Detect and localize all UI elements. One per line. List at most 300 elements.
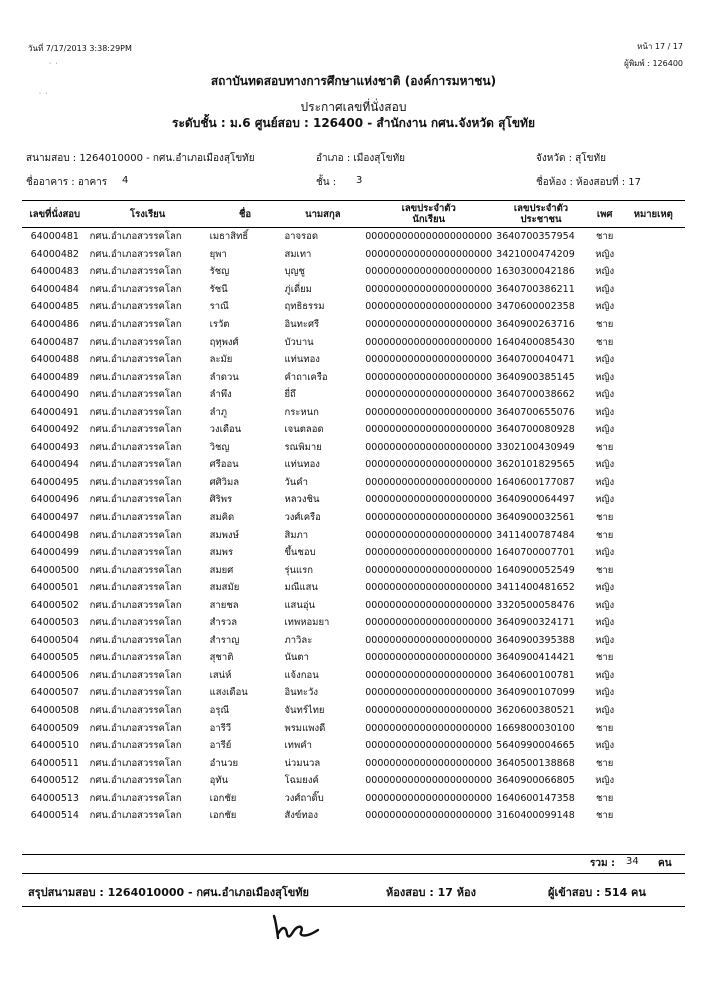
- sex: หญิง: [595, 599, 615, 611]
- table-row: [22, 579, 685, 597]
- summary-bottom-rule: [22, 906, 685, 907]
- school-name: กศน.อำเภอสวรรคโลก: [89, 459, 182, 471]
- citizen-id: 1640900052549: [496, 564, 575, 576]
- student-id: 000000000000000000000: [365, 441, 493, 453]
- first-name: อารีย์: [209, 740, 232, 752]
- sex: ชาย: [596, 441, 614, 453]
- student-id: 000000000000000000000: [365, 512, 493, 524]
- total-label: รวม :: [590, 858, 616, 869]
- school-name: กศน.อำเภอสวรรคโลก: [89, 705, 182, 717]
- col-citizen-id: เลขประจำตัว ประชาชน: [494, 201, 588, 228]
- school-name: กศน.อำเภอสวรรคโลก: [89, 248, 182, 260]
- sex: หญิง: [595, 634, 615, 646]
- school-name: กศน.อำเภอสวรรคโลก: [89, 775, 182, 787]
- student-id: 000000000000000000000: [365, 336, 493, 348]
- citizen-id: 3411400787484: [496, 529, 575, 541]
- sex: หญิง: [595, 669, 615, 681]
- sex: หญิง: [595, 740, 615, 752]
- student-id: 000000000000000000000: [365, 669, 493, 681]
- last-name: สมเทา: [284, 248, 312, 260]
- sex: หญิง: [595, 476, 615, 488]
- first-name: สมพงษ์: [209, 529, 239, 541]
- note: [622, 386, 685, 404]
- sex: ชาย: [596, 529, 614, 541]
- seat-number: 64000491: [30, 406, 79, 418]
- citizen-id: 3640900324171: [496, 617, 575, 629]
- student-id: 000000000000000000000: [365, 617, 493, 629]
- citizen-id: 3421000474209: [496, 248, 575, 260]
- sex: ชาย: [596, 757, 614, 769]
- seat-number: 64000485: [30, 301, 79, 313]
- last-name: กระหนก: [284, 406, 319, 418]
- student-id: 000000000000000000000: [365, 371, 493, 383]
- seat-number: 64000486: [30, 319, 79, 330]
- citizen-id: 3640900414421: [496, 652, 575, 664]
- table-row: [22, 596, 685, 614]
- table-row: [22, 632, 685, 650]
- school-name: กศน.อำเภอสวรรคโลก: [89, 371, 182, 383]
- note: [622, 754, 685, 772]
- total-unit: คน: [658, 858, 672, 869]
- summary-field: สรุปสนามสอบ : 1264010000 - กศน.อำเภอเมืองสุโขทัย: [28, 886, 309, 899]
- student-id: 000000000000000000000: [365, 248, 493, 260]
- summary-examinees: ผู้เข้าสอบ : 514 คน: [548, 886, 646, 899]
- sex: ชาย: [596, 810, 614, 822]
- first-name: อุทัน: [209, 775, 229, 787]
- col-surname: นามสกุล: [282, 201, 363, 228]
- table-row: [22, 684, 685, 702]
- table-row: [22, 228, 685, 246]
- col-seat: เลขที่นั่งสอบ: [22, 201, 88, 228]
- exam-field: สนามสอบ : 1264010000 - กศน.อำเภอเมืองสุโขทัย: [26, 153, 255, 164]
- note: [622, 544, 685, 562]
- seat-number: 64000494: [30, 459, 79, 471]
- note: [622, 684, 685, 702]
- school-name: กศน.อำเภอสวรรคโลก: [89, 494, 182, 506]
- table-row: [22, 526, 685, 544]
- table-row: [22, 772, 685, 790]
- school-name: กศน.อำเภอสวรรคโลก: [89, 564, 182, 576]
- first-name: สายชล: [209, 599, 239, 611]
- seat-number: 64000493: [30, 441, 79, 453]
- seat-number: 64000501: [30, 582, 79, 594]
- citizen-id: 3640700386211: [496, 283, 575, 295]
- sex: หญิง: [595, 617, 615, 629]
- note: [622, 368, 685, 386]
- school-name: กศน.อำเภอสวรรคโลก: [89, 406, 182, 418]
- last-name: ขึ้นชอบ: [284, 547, 316, 559]
- seat-number: 64000488: [30, 354, 79, 366]
- table-row: [22, 561, 685, 579]
- sex: หญิง: [595, 547, 615, 559]
- seat-number: 64000500: [30, 564, 79, 576]
- citizen-id: 3160400099148: [496, 810, 575, 822]
- summary-rooms: ห้องสอบ : 17 ห้อง: [386, 886, 476, 899]
- organization-title: สถาบันทดสอบทางการศึกษาแห่งชาติ (องค์การมหาชน): [210, 74, 497, 88]
- last-name: แสนอุ่น: [284, 599, 316, 611]
- citizen-id: 3640500138868: [496, 757, 575, 769]
- last-name: พรมแพงดี: [284, 722, 326, 734]
- note: [622, 772, 685, 790]
- note: [622, 790, 685, 808]
- citizen-id: 3302100430949: [496, 441, 575, 453]
- student-id: 000000000000000000000: [365, 266, 493, 278]
- sex: หญิง: [595, 406, 615, 418]
- last-name: น่วมนวล: [284, 757, 321, 769]
- table-row: [22, 807, 685, 825]
- school-name: กศน.อำเภอสวรรคโลก: [89, 336, 182, 348]
- first-name: ฤทุพงศ์: [209, 336, 239, 348]
- sex: หญิง: [595, 283, 615, 295]
- school-name: กศน.อำเภอสวรรคโลก: [89, 792, 182, 804]
- last-name: อินทะวัง: [284, 687, 318, 699]
- last-name: คำถาเครือ: [284, 371, 328, 383]
- note: [622, 579, 685, 597]
- student-id: 000000000000000000000: [365, 652, 493, 664]
- sex: หญิง: [595, 687, 615, 699]
- seat-number: 64000492: [30, 424, 79, 436]
- table-row: [22, 474, 685, 492]
- building-value: 4: [122, 175, 129, 186]
- student-id: 000000000000000000000: [365, 459, 493, 471]
- first-name: ศศิวิมล: [209, 476, 240, 488]
- citizen-id: 3320500058476: [496, 599, 575, 611]
- school-name: กศน.อำเภอสวรรคโลก: [89, 529, 182, 541]
- sex: หญิง: [595, 266, 615, 278]
- col-name: ชื่อ: [208, 201, 283, 228]
- student-id: 000000000000000000000: [365, 775, 493, 787]
- seat-number: 64000502: [30, 599, 79, 611]
- table-row: [22, 719, 685, 737]
- table-row: [22, 667, 685, 685]
- note: [622, 403, 685, 421]
- citizen-id: 3640900263716: [496, 319, 575, 330]
- first-name: สำราญ: [209, 634, 240, 646]
- seat-number: 64000499: [30, 547, 79, 559]
- student-id: 000000000000000000000: [365, 283, 493, 295]
- room-label: ชื่อห้อง : ห้องสอบที่ : 17: [536, 177, 641, 188]
- last-name: แท่นทอง: [284, 459, 320, 471]
- first-name: วงเดือน: [209, 424, 242, 436]
- first-name: อารีวี: [209, 722, 232, 734]
- sex: ชาย: [596, 336, 614, 348]
- student-id: 000000000000000000000: [365, 354, 493, 366]
- last-name: ยี่ถึ: [284, 389, 296, 401]
- note: [622, 807, 685, 825]
- school-name: กศน.อำเภอสวรรคโลก: [89, 424, 182, 436]
- citizen-id: 3640900066805: [496, 775, 575, 787]
- page-number: หน้า 17 / 17: [637, 42, 683, 51]
- sex: หญิง: [595, 705, 615, 717]
- school-name: กศน.อำเภอสวรรคโลก: [89, 476, 182, 488]
- last-name: มณีแสน: [284, 582, 318, 594]
- last-name: ภู่เดี่ยม: [284, 283, 312, 295]
- school-name: กศน.อำเภอสวรรคโลก: [89, 441, 182, 453]
- province: จังหวัด : สุโขทัย: [536, 153, 606, 164]
- seat-number: 64000498: [30, 529, 79, 541]
- table-row: [22, 491, 685, 509]
- sex: ชาย: [596, 512, 614, 524]
- school-name: กศน.อำเภอสวรรคโลก: [89, 757, 182, 769]
- first-name: เมธาสิทธิ์: [209, 231, 249, 243]
- last-name: แจ้งกอน: [284, 669, 319, 681]
- table-row: [22, 790, 685, 808]
- table-row: [22, 316, 685, 334]
- first-name: ลำพึง: [209, 389, 232, 401]
- seat-number: 64000490: [30, 389, 79, 401]
- note: [622, 421, 685, 439]
- last-name: เทพหอมยา: [284, 617, 330, 629]
- note: [622, 719, 685, 737]
- first-name: เอกชัย: [209, 810, 237, 822]
- print-date: วันที่ 7/17/2013 3:38:29PM: [28, 44, 132, 53]
- table-row: [22, 439, 685, 457]
- sex: หญิง: [595, 775, 615, 787]
- school-name: กศน.อำเภอสวรรคโลก: [89, 231, 182, 243]
- first-name: สมคิด: [209, 512, 235, 524]
- student-id: 000000000000000000000: [365, 529, 493, 541]
- citizen-id: 3640900064497: [496, 494, 575, 506]
- last-name: จันทร์ไทย: [284, 705, 325, 717]
- citizen-id: 1640600147358: [496, 792, 575, 804]
- seat-number: 64000497: [30, 512, 79, 524]
- citizen-id: 3470600002358: [496, 301, 575, 313]
- student-id: 000000000000000000000: [365, 687, 493, 699]
- citizen-id: 3640900032561: [496, 512, 575, 524]
- table-row: [22, 333, 685, 351]
- note: [622, 737, 685, 755]
- last-name: วงศ์ถาดิ๊บ: [284, 792, 324, 804]
- first-name: รัชนี: [209, 283, 228, 295]
- last-name: นันตา: [284, 652, 309, 664]
- table-row: [22, 263, 685, 281]
- citizen-id: 3640700655076: [496, 406, 575, 418]
- citizen-id: 3640700040471: [496, 354, 575, 366]
- first-name: ยุพา: [209, 248, 227, 260]
- student-id: 000000000000000000000: [365, 406, 493, 418]
- first-name: ศิริพร: [209, 494, 233, 506]
- seat-number: 64000484: [30, 283, 79, 295]
- seat-number: 64000509: [30, 722, 79, 734]
- note: [622, 439, 685, 457]
- school-name: กศน.อำเภอสวรรคโลก: [89, 547, 182, 559]
- sex: หญิง: [595, 301, 615, 313]
- col-student-id: เลขประจำตัว นักเรียน: [363, 201, 494, 228]
- seat-number: 64000514: [30, 810, 79, 822]
- table-row: [22, 544, 685, 562]
- citizen-id: 1669800030100: [496, 722, 575, 734]
- note: [622, 246, 685, 264]
- signature-mark: [268, 912, 324, 942]
- student-id: 000000000000000000000: [365, 705, 493, 717]
- seat-number: 64000489: [30, 371, 79, 383]
- note: [622, 526, 685, 544]
- student-id: 000000000000000000000: [365, 231, 493, 243]
- sex: หญิง: [595, 582, 615, 594]
- school-name: กศน.อำเภอสวรรคโลก: [89, 389, 182, 401]
- seat-number: 64000512: [30, 775, 79, 787]
- table-row: [22, 403, 685, 421]
- sex: ชาย: [596, 564, 614, 576]
- school-name: กศน.อำเภอสวรรคโลก: [89, 582, 182, 594]
- table-row: [22, 754, 685, 772]
- last-name: เจนตลอด: [284, 424, 324, 436]
- col-sex: เพศ: [588, 201, 622, 228]
- first-name: อำนวย: [209, 757, 239, 769]
- sex: หญิง: [595, 248, 615, 260]
- first-name: วิชญ: [209, 441, 230, 453]
- table-bottom-rule: [22, 854, 685, 855]
- seat-number: 64000505: [30, 652, 79, 664]
- first-name: ลำดวน: [209, 371, 239, 383]
- note: [622, 596, 685, 614]
- student-id: 000000000000000000000: [365, 301, 493, 313]
- first-name: สำรวล: [209, 617, 238, 629]
- note: [622, 333, 685, 351]
- first-name: ราณี: [209, 301, 229, 313]
- seat-number: 64000482: [30, 248, 79, 260]
- summary-top-rule: [22, 873, 685, 874]
- school-name: กศน.อำเภอสวรรคโลก: [89, 669, 182, 681]
- school-name: กศน.อำเภอสวรรคโลก: [89, 810, 182, 822]
- table-row: [22, 456, 685, 474]
- sex: ชาย: [596, 231, 614, 243]
- table-row: [22, 614, 685, 632]
- student-id: 000000000000000000000: [365, 722, 493, 734]
- scan-speck: ˙ ˙: [38, 92, 49, 101]
- note: [622, 316, 685, 334]
- school-name: กศน.อำเภอสวรรคโลก: [89, 354, 182, 366]
- note: [622, 702, 685, 720]
- table-row: [22, 246, 685, 264]
- school-name: กศน.อำเภอสวรรคโลก: [89, 599, 182, 611]
- citizen-id: 5640990004665: [496, 740, 575, 752]
- note: [622, 561, 685, 579]
- citizen-id: 3620600380521: [496, 705, 575, 717]
- level-center-line: ระดับชั้น : ม.6 ศูนย์สอบ : 126400 - สำนักงาน กศน.จังหวัด สุโขทัย: [172, 116, 535, 130]
- seat-number: 64000513: [30, 792, 79, 804]
- note: [622, 649, 685, 667]
- school-name: กศน.อำเภอสวรรคโลก: [89, 687, 182, 699]
- table-row: [22, 298, 685, 316]
- last-name: สังข์ทอง: [284, 810, 318, 822]
- student-id: 000000000000000000000: [365, 599, 493, 611]
- table-row: [22, 702, 685, 720]
- total-value: 34: [626, 856, 639, 867]
- scan-speck: ˙ ˙: [48, 62, 59, 71]
- citizen-id: 1640400085430: [496, 336, 575, 348]
- note: [622, 351, 685, 369]
- school-name: กศน.อำเภอสวรรคโลก: [89, 283, 182, 295]
- school-name: กศน.อำเภอสวรรคโลก: [89, 652, 182, 664]
- last-name: เทพคำ: [284, 740, 312, 752]
- first-name: สมสมัย: [209, 582, 240, 594]
- note: [622, 228, 685, 246]
- last-name: รณพิมาย: [284, 441, 322, 453]
- seat-number: 64000511: [30, 757, 79, 769]
- seat-number: 64000503: [30, 617, 79, 629]
- citizen-id: 3620101829565: [496, 459, 575, 471]
- last-name: โฉมยงค์: [284, 775, 319, 787]
- note: [622, 263, 685, 281]
- note: [622, 281, 685, 299]
- citizen-id: 3640700038662: [496, 389, 575, 401]
- seating-table: [22, 200, 685, 825]
- citizen-id: 1640700007701: [496, 547, 575, 559]
- citizen-id: 3640900107099: [496, 687, 575, 699]
- sex: ชาย: [596, 652, 614, 664]
- student-id: 000000000000000000000: [365, 476, 493, 488]
- last-name: แท่นทอง: [284, 354, 320, 366]
- citizen-id: 3640900385145: [496, 371, 575, 383]
- student-id: 000000000000000000000: [365, 494, 493, 506]
- sex: หญิง: [595, 371, 615, 383]
- seat-number: 64000506: [30, 669, 79, 681]
- sex: หญิง: [595, 354, 615, 366]
- col-school: โรงเรียน: [88, 201, 208, 228]
- citizen-id: 1640600177087: [496, 476, 575, 488]
- citizen-id: 3411400481652: [496, 582, 575, 594]
- first-name: เอกชัย: [209, 792, 237, 804]
- first-name: เรวัต: [209, 319, 230, 330]
- last-name: สิมภา: [284, 529, 309, 541]
- student-id: 000000000000000000000: [365, 810, 493, 822]
- note: [622, 667, 685, 685]
- student-id: 000000000000000000000: [365, 424, 493, 436]
- district: อำเภอ : เมืองสุโขทัย: [316, 153, 406, 164]
- table-row: [22, 649, 685, 667]
- table-row: [22, 351, 685, 369]
- printer-id: ผู้พิมพ์ : 126400: [624, 59, 683, 68]
- last-name: วันคำ: [284, 476, 308, 488]
- table-row: [22, 509, 685, 527]
- seat-number: 64000483: [30, 266, 79, 278]
- student-id: 000000000000000000000: [365, 757, 493, 769]
- first-name: ศรีออน: [209, 459, 239, 471]
- last-name: อินทะศรี: [284, 319, 320, 330]
- table-body: [22, 228, 685, 825]
- last-name: วงศ์เครือ: [284, 512, 321, 524]
- seat-number: 64000495: [30, 476, 79, 488]
- citizen-id: 3640700080928: [496, 424, 575, 436]
- last-name: ฤทธิธรรม: [284, 301, 325, 313]
- seat-number: 64000507: [30, 687, 79, 699]
- sex: หญิง: [595, 389, 615, 401]
- citizen-id: 3640900395388: [496, 634, 575, 646]
- table-row: [22, 421, 685, 439]
- note: [622, 474, 685, 492]
- first-name: สมยศ: [209, 564, 234, 576]
- sex: ชาย: [596, 319, 614, 330]
- school-name: กศน.อำเภอสวรรคโลก: [89, 722, 182, 734]
- school-name: กศน.อำเภอสวรรคโลก: [89, 512, 182, 524]
- school-name: กศน.อำเภอสวรรคโลก: [89, 266, 182, 278]
- first-name: เสน่ห์: [209, 669, 232, 681]
- student-id: 000000000000000000000: [365, 582, 493, 594]
- note: [622, 456, 685, 474]
- note: [622, 491, 685, 509]
- table-header-row: [22, 201, 685, 228]
- note: [622, 614, 685, 632]
- seat-number: 64000481: [30, 231, 79, 243]
- last-name: หลวงชิน: [284, 494, 320, 506]
- note: [622, 632, 685, 650]
- first-name: รัชญ: [209, 266, 230, 278]
- school-name: กศน.อำเภอสวรรคโลก: [89, 634, 182, 646]
- school-name: กศน.อำเภอสวรรคโลก: [89, 319, 182, 330]
- seat-number: 64000496: [30, 494, 79, 506]
- announcement-title: ประกาศเลขที่นั่งสอบ: [300, 100, 407, 114]
